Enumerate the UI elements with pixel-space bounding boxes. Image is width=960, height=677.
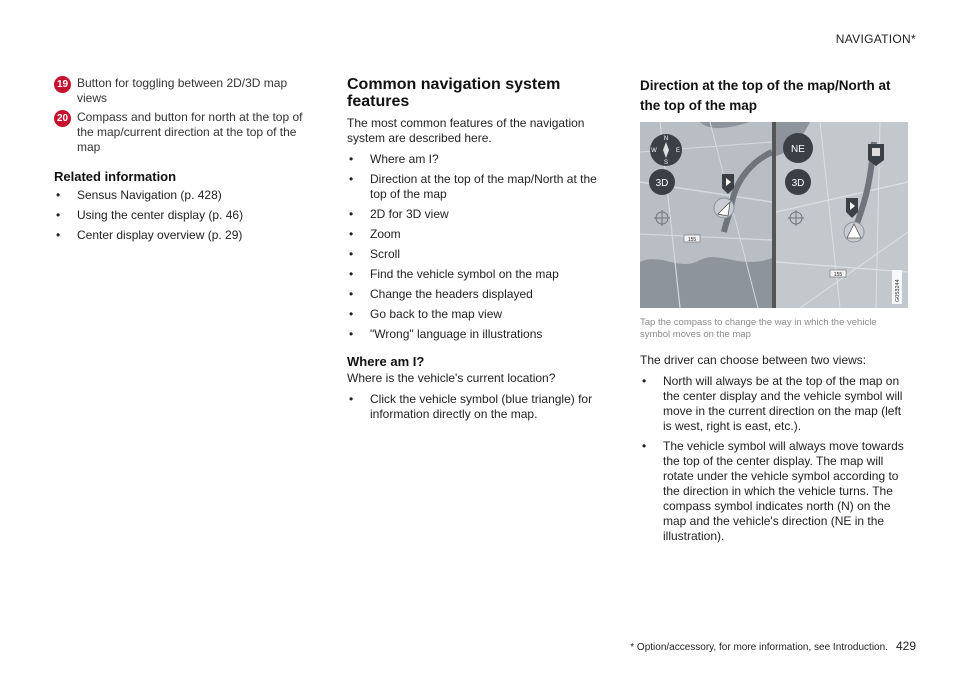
feature-item: • Direction at the top of the map/North at the top of the map [347, 172, 609, 202]
view-heading-up-item: • The vehicle symbol will always move towards the top of the center display. The map will rotate under the vehicle symbol according to the direction in which the vehicle turns. The compass symbol indicates north (N) on the map and the vehicle's direction (NE in the illustration). [640, 439, 908, 544]
map-illustration [640, 122, 908, 308]
compass-east-label: E [675, 148, 681, 154]
image-code: G053244 [895, 279, 901, 302]
callout-text: Compass and button for north at the top of the map/current direction at the top of the map [77, 110, 303, 154]
related-link-center-display-overview[interactable]: • Center display overview (p. 29) [54, 228, 312, 243]
road-number-155-right: 155 [833, 272, 843, 278]
views-intro: The driver can choose between two views: [640, 353, 867, 367]
related-link-sensus-navigation[interactable]: • Sensus Navigation (p. 428) [54, 188, 312, 203]
feature-item: • Go back to the map view [347, 307, 609, 322]
feature-item: • Change the headers displayed [347, 287, 609, 302]
direction-north-title: Direction at the top of the map/North at the top of the map [640, 78, 891, 113]
common-features-intro: The most common features of the navigation system are described here. [347, 116, 585, 145]
related-link-center-display[interactable]: • Using the center display (p. 46) [54, 208, 312, 223]
map-caption: Tap the compass to change the way in which the vehicle symbol moves on the map [640, 317, 877, 340]
compass-heading-label: NE [791, 144, 805, 155]
callout-number-badge: 19 [54, 76, 71, 93]
where-am-i-list [347, 392, 609, 422]
compass-west-label: W [651, 148, 657, 154]
views-list [640, 374, 908, 544]
map-panel-north-up [640, 122, 772, 308]
3d-toggle-label: 3D [791, 178, 805, 189]
feature-item: • Where am I? [347, 152, 609, 167]
callout-text: Button for toggling between 2D/3D map views [77, 76, 288, 105]
where-am-i-text: Where is the vehicle's current location? [347, 371, 556, 385]
column-middle [347, 76, 609, 427]
feature-item: • "Wrong" language in illustrations [347, 327, 609, 342]
features-list [347, 152, 609, 342]
3d-toggle-label: 3D [655, 178, 669, 189]
related-information-list [54, 188, 312, 243]
where-am-i-heading: Where am I? [347, 354, 425, 369]
compass-north-label: N [663, 136, 669, 142]
road-number-155-left: 155 [687, 237, 697, 243]
feature-item: • Find the vehicle symbol on the map [347, 267, 609, 282]
callout-19 [54, 76, 312, 106]
footer-note: * Option/accessory, for more information, see Introduction. [630, 642, 888, 653]
column-right [640, 76, 908, 549]
related-information-heading: Related information [54, 169, 177, 184]
feature-item: • Zoom [347, 227, 609, 242]
page-number: 429 [895, 639, 916, 653]
callout-number-badge: 20 [54, 110, 71, 127]
feature-item: • 2D for 3D view [347, 207, 609, 222]
where-am-i-item: • Click the vehicle symbol (blue triangle) for information directly on the map. [347, 392, 609, 422]
map-panel-heading-up [776, 122, 908, 308]
callout-20 [54, 110, 312, 155]
feature-item: • Scroll [347, 247, 609, 262]
view-north-up-item: • North will always be at the top of the map on the center display and the vehicle symbol will move in the current direction on the map (left is west, right is east, etc.). [640, 374, 908, 434]
page-footer [630, 639, 916, 653]
compass-south-label: S [663, 160, 669, 166]
column-left [54, 76, 312, 248]
common-features-title: Common navigation system features [347, 76, 561, 110]
section-header: NAVIGATION* [835, 32, 916, 46]
